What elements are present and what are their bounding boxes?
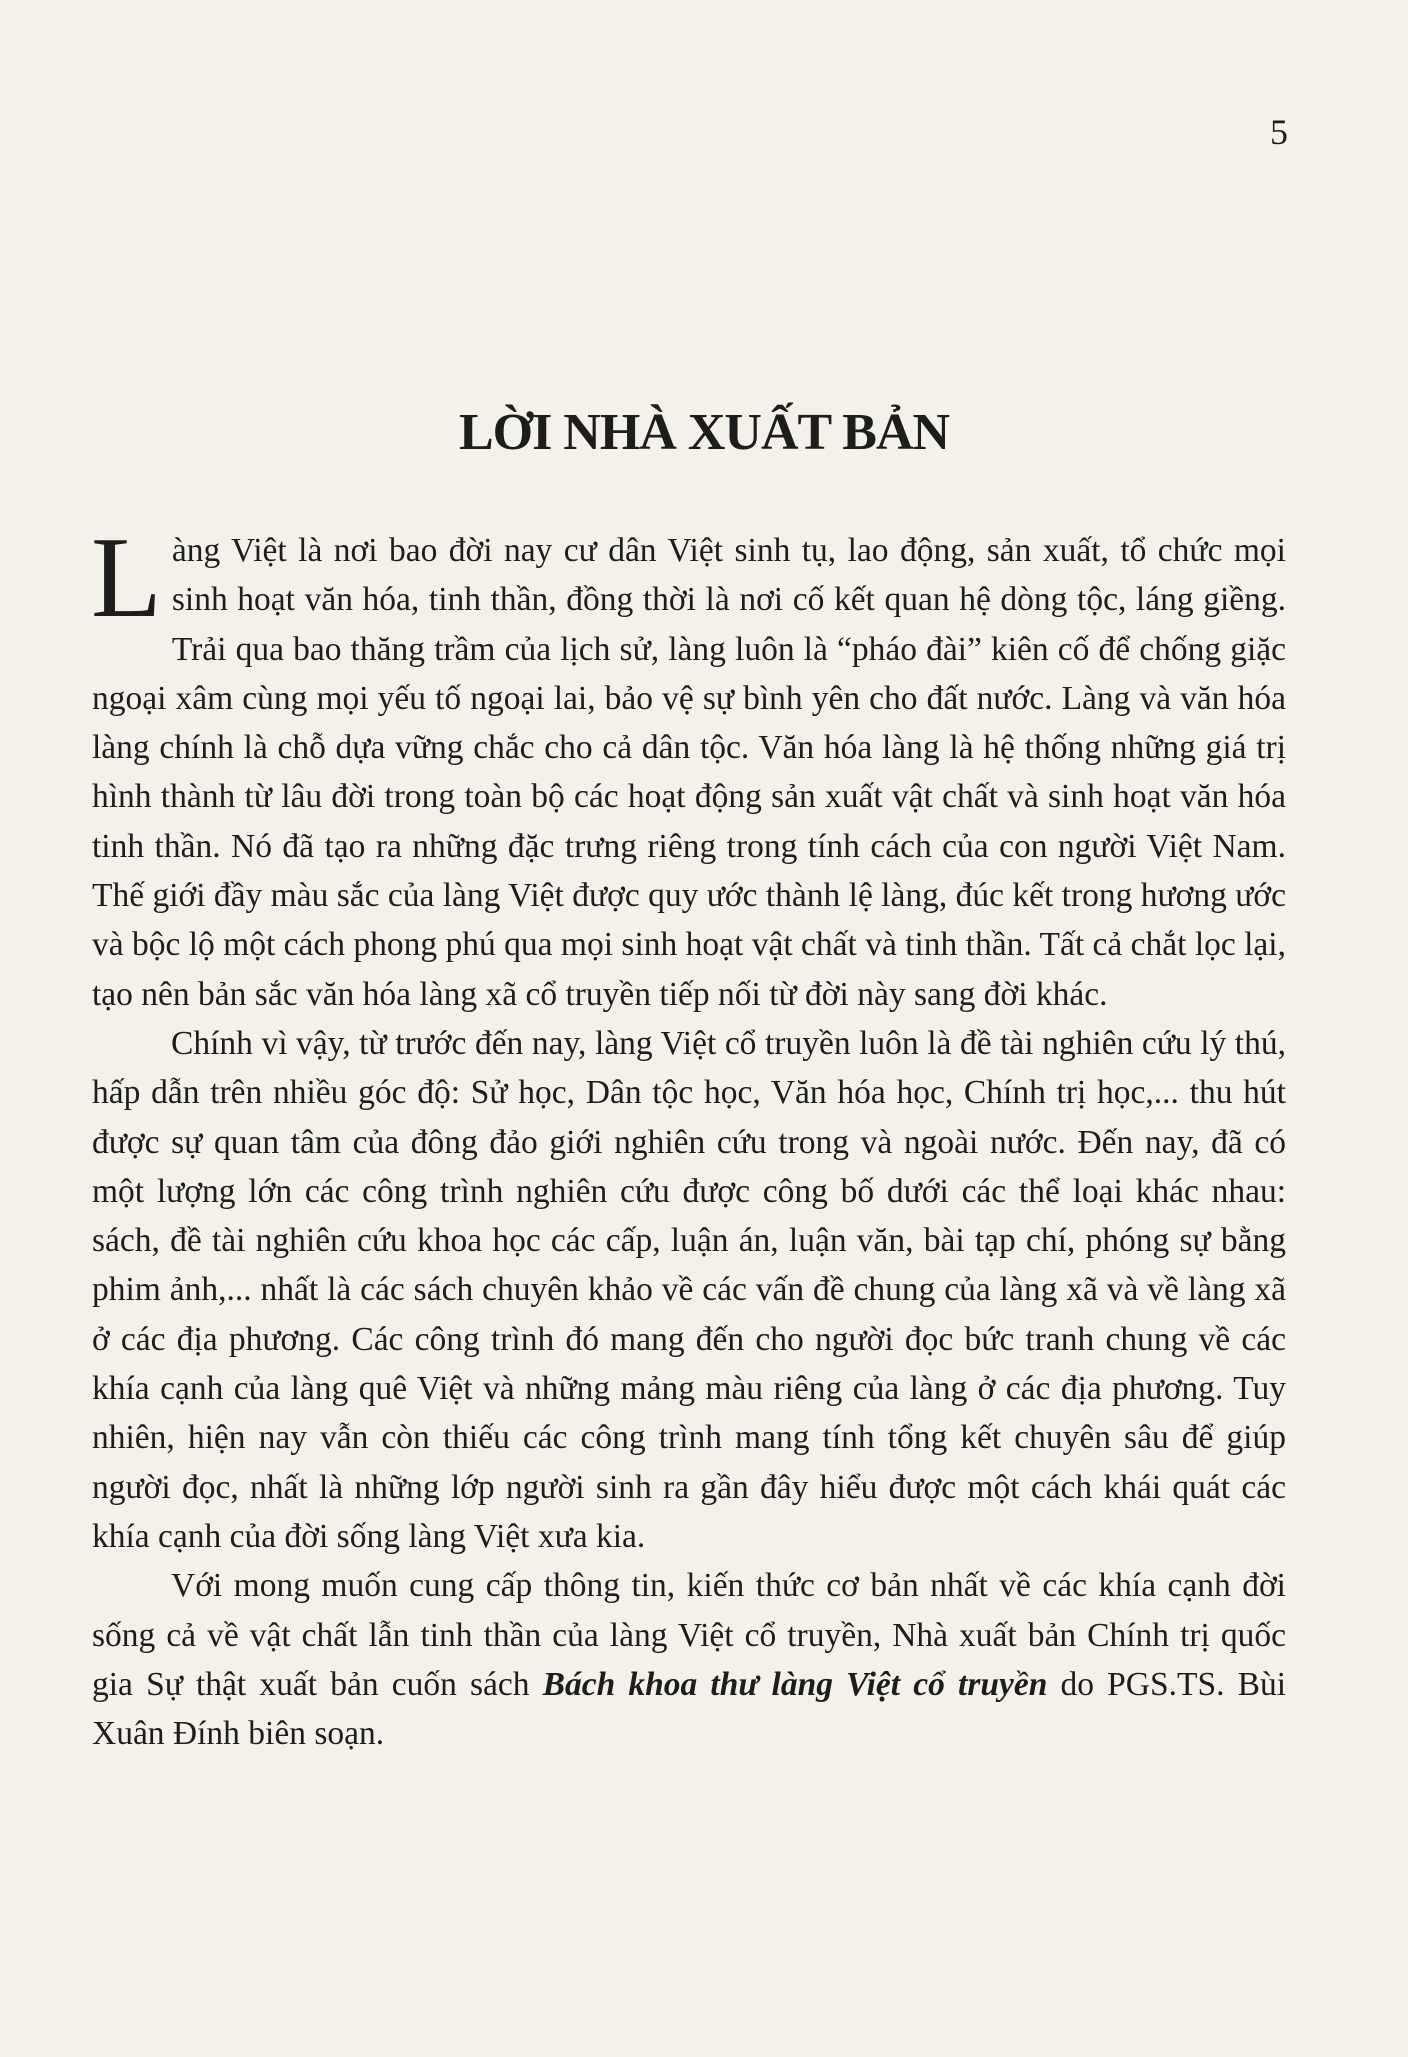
drop-cap: L xyxy=(91,514,162,642)
page-title: LỜI NHÀ XUẤT BẢN xyxy=(458,403,950,461)
paragraph-3 xyxy=(92,1561,1286,1758)
page-number: 5 xyxy=(1270,112,1288,152)
paragraph-1 xyxy=(91,514,1286,1019)
paragraph-3-text-after: do PGS.TS. Bùi Xuân Đính biên soạn. xyxy=(92,1665,1287,1753)
paragraph-1-text: àng Việt là nơi bao đời nay cư dân Việt sinh tụ, lao động, sản xuất, tổ chức mọi sinh hoạt văn hóa, tinh thần, đồng thời là nơi cố kết quan hệ dòng tộc, láng giềng. Trải qua bao thăng trầm của lịch sử, làng luôn là “pháo đài” kiên cố để chống giặc ngoại xâm cùng mọi yếu tố ngoại lai, bảo vệ sự bình yên cho đất nước. Làng và văn hóa làng chính là chỗ dựa vững chắc cho cả dân tộc. Văn hóa làng là hệ thống những giá trị hình thành từ lâu đời trong toàn bộ các hoạt động sản xuất vật chất và sinh hoạt văn hóa tinh thần. Nó đã tạo ra những đặc trưng riêng trong tính cách của con người Việt Nam. Thế giới đầy màu sắc của làng Việt được quy ước thành lệ làng, đúc kết trong hương ước và bộc lộ một cách phong phú qua mọi sinh hoạt vật chất và tinh thần. Tất cả chắt lọc lại, tạo nên bản sắc văn hóa làng xã cổ truyền tiếp nối từ đời này sang đời khác. xyxy=(92,532,1286,1013)
paragraph-2: Chính vì vậy, từ trước đến nay, làng Việt cổ truyền luôn là đề tài nghiên cứu lý thú, hấp dẫn trên nhiều góc độ: Sử học, Dân tộc học, Văn hóa học, Chính trị học,... thu hút được sự quan tâm của đông đảo giới nghiên cứu trong và ngoài nước. Đến nay, đã có một lượng lớn các công trình nghiên cứu được công bố dưới các thể loại khác nhau: sách, đề tài nghiên cứu khoa học các cấp, luận án, luận văn, bài tạp chí, phóng sự bằng phim ảnh,... nhất là các sách chuyên khảo về các vấn đề chung của làng xã và về làng xã ở các địa phương. Các công trình đó mang đến cho người đọc bức tranh chung về các khía cạnh của làng quê Việt và những mảng màu riêng của làng ở các địa phương. Tuy nhiên, hiện nay vẫn còn thiếu các công trình mang tính tổng kết chuyên sâu để giúp người đọc, nhất là những lớp người sinh ra gần đây hiểu được một cách khái quát các khía cạnh của đời sống làng Việt xưa kia. xyxy=(92,1024,1286,1555)
paragraph-3-text-before: Với mong muốn cung cấp thông tin, kiến thức cơ bản nhất về các khía cạnh đời sống cả về vật chất lẫn tinh thần của làng Việt cổ truyền, Nhà xuất bản Chính trị quốc gia Sự thật xuất bản cuốn sách xyxy=(92,1567,1286,1703)
book-title: Bách khoa thư làng Việt cổ truyền xyxy=(542,1665,1048,1703)
body-text xyxy=(91,514,1287,1758)
